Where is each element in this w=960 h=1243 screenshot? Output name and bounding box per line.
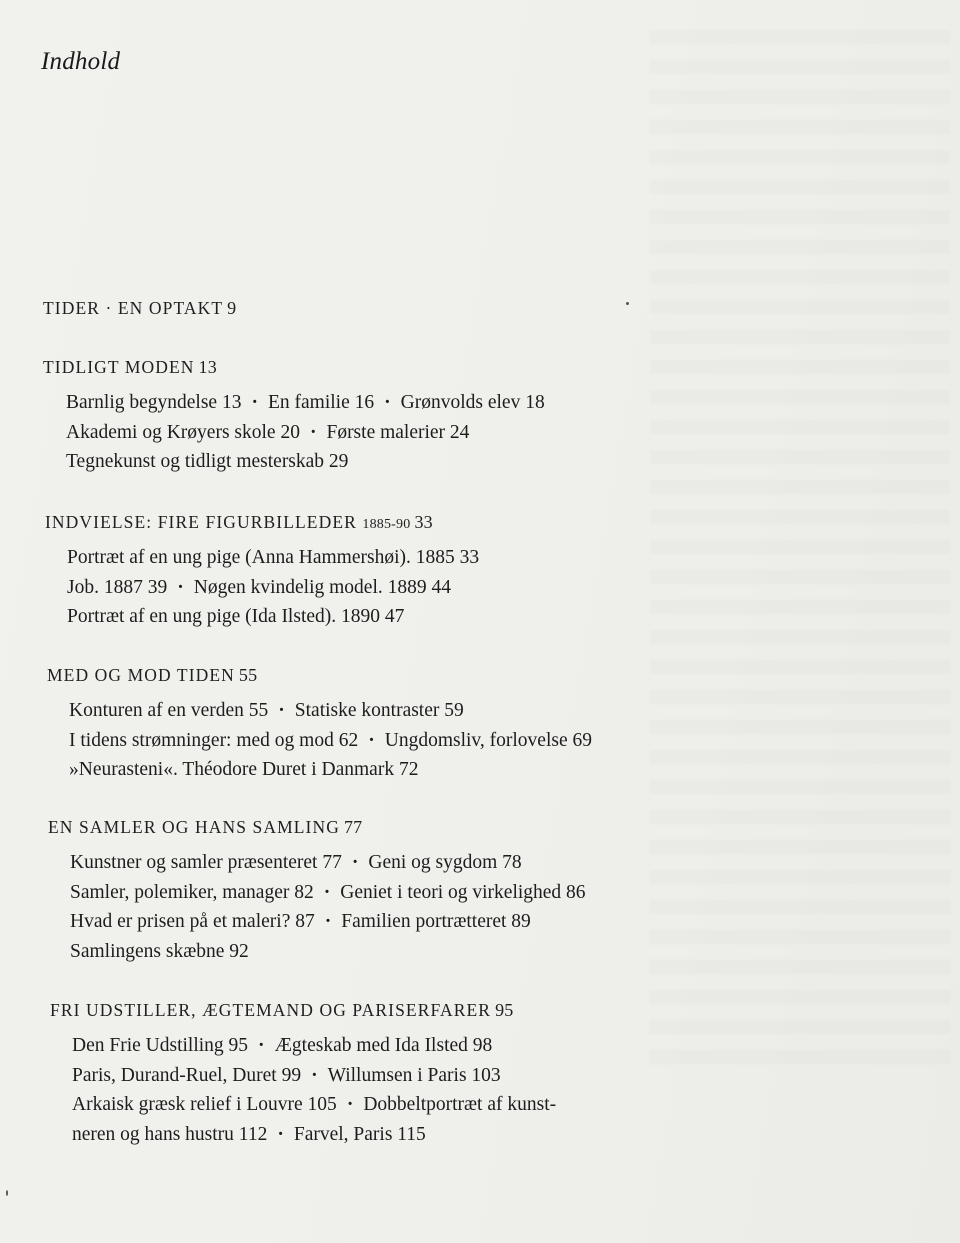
- entry-line: [69, 755, 947, 785]
- toc-section: [48, 817, 948, 966]
- section-entries: [66, 388, 943, 477]
- section-heading: [45, 512, 945, 533]
- toc-entry: Portræt af en ung pige (Anna Hammershøi). 1885 33: [67, 547, 480, 568]
- section-heading-text: MED OG MOD TIDEN: [47, 665, 235, 685]
- toc-section: [45, 512, 945, 632]
- toc-entry: En familie 16: [267, 392, 375, 413]
- toc-entry: neren og hans hustru 112: [72, 1123, 268, 1145]
- entry-line: [69, 726, 947, 756]
- entry-line: [69, 696, 947, 726]
- paper-speck: [626, 302, 629, 305]
- toc-entry: Samlingens skæbne 92: [70, 940, 249, 962]
- entry-line: [70, 937, 948, 967]
- section-entries: [70, 848, 948, 966]
- section-page-number: 33: [414, 512, 433, 532]
- entry-line: [67, 602, 945, 632]
- section-heading: [43, 298, 943, 319]
- toc-entry: Konturen af en verden 55: [69, 700, 269, 721]
- entry-line: [72, 1090, 950, 1120]
- middle-dot-separator: ·: [277, 1123, 284, 1145]
- entry-line: [72, 1031, 950, 1061]
- middle-dot-separator: ·: [251, 392, 258, 413]
- entry-line: [70, 907, 948, 937]
- toc-entry: Barnlig begyndelse 13: [66, 392, 242, 413]
- middle-dot-separator: ·: [177, 576, 184, 598]
- section-entries: [69, 696, 947, 785]
- toc-entry: Kunstner og samler præsenteret 77: [70, 852, 342, 873]
- entry-line: [72, 1120, 950, 1150]
- toc-entry: Grønvolds elev 18: [400, 392, 545, 413]
- section-page-number: 13: [198, 357, 217, 377]
- section-entries: [67, 543, 945, 632]
- entry-line: [70, 878, 948, 908]
- section-heading: [47, 665, 947, 686]
- section-heading-text: EN SAMLER OG HANS SAMLING: [48, 817, 340, 837]
- entry-line: [67, 573, 945, 603]
- section-heading: [50, 1000, 950, 1021]
- toc-section: [43, 357, 943, 477]
- entry-line: [72, 1061, 950, 1091]
- toc-entry: Arkaisk græsk relief i Louvre 105: [72, 1094, 337, 1115]
- section-page-number: 95: [495, 1000, 514, 1020]
- toc-section: [50, 1000, 950, 1149]
- entry-line: [70, 848, 948, 878]
- section-heading-text: FRI UDSTILLER, ÆGTEMAND OG PARISERFARER: [50, 1000, 492, 1020]
- toc-entry: Samler, polemiker, manager 82: [70, 881, 314, 903]
- toc-entry: Farvel, Paris 115: [293, 1123, 426, 1145]
- middle-dot-separator: ·: [323, 881, 331, 903]
- middle-dot-separator: ·: [351, 852, 359, 873]
- toc-entry: Ungdomsliv, forlovelse 69: [384, 729, 592, 751]
- middle-dot-separator: ·: [258, 1035, 265, 1056]
- middle-dot-separator: ·: [309, 421, 317, 443]
- toc-entry: Akademi og Krøyers skole 20: [66, 421, 300, 443]
- toc-entry: Portræt af en ung pige (Ida Ilsted). 1890 47: [67, 606, 405, 627]
- section-heading: [43, 357, 943, 378]
- toc-entry: Dobbeltportræt af kunst-: [363, 1094, 557, 1115]
- toc-entry: Ægteskab med Ida Ilsted 98: [274, 1035, 493, 1056]
- toc-entry: Willumsen i Paris 103: [327, 1064, 501, 1086]
- middle-dot-separator: ·: [311, 1064, 318, 1086]
- middle-dot-separator: ·: [346, 1094, 354, 1115]
- entry-line: [66, 388, 943, 418]
- middle-dot-separator: ·: [384, 392, 391, 413]
- toc-entry: Geniet i teori og virkelighed 86: [340, 881, 586, 903]
- toc-entry: Nøgen kvindelig model. 1889 44: [193, 576, 451, 598]
- toc-entry: Paris, Durand-Ruel, Duret 99: [72, 1064, 302, 1086]
- entry-line: [67, 543, 945, 573]
- entry-line: [66, 447, 943, 477]
- toc-entry: Familien portrætteret 89: [341, 911, 531, 932]
- page-title: Indhold: [41, 48, 121, 75]
- middle-dot-separator: ·: [324, 911, 332, 932]
- paper-speck: [6, 1190, 8, 1196]
- toc-entry: Første malerier 24: [326, 421, 470, 443]
- toc-entry: »Neurasteni«. Théodore Duret i Danmark 72: [69, 759, 419, 780]
- toc-entry: I tidens strømninger: med og mod 62: [69, 729, 359, 751]
- section-heading-text: INDVIELSE: FIRE FIGURBILLEDER: [45, 512, 357, 532]
- section-entries: [72, 1031, 950, 1149]
- toc-entry: Hvad er prisen på et maleri? 87: [70, 911, 315, 932]
- toc-entry: Job. 1887 39: [67, 576, 168, 598]
- section-heading-text: TIDER · EN OPTAKT: [43, 298, 224, 318]
- middle-dot-separator: ·: [278, 700, 285, 721]
- toc-section: [47, 665, 947, 785]
- toc-entry: Geni og sygdom 78: [368, 852, 522, 873]
- section-years: 1885-90: [362, 517, 411, 532]
- section-page-number: 55: [238, 665, 258, 685]
- entry-line: [66, 418, 943, 448]
- section-page-number: 77: [343, 817, 363, 837]
- toc-entry: Statiske kontraster 59: [294, 700, 464, 721]
- toc-section: [43, 298, 943, 319]
- middle-dot-separator: ·: [368, 729, 375, 751]
- section-heading: [48, 817, 948, 838]
- toc-entry: Tegnekunst og tidligt mesterskab 29: [66, 451, 349, 472]
- toc-entry: Den Frie Udstilling 95: [72, 1035, 249, 1056]
- section-page-number: 9: [227, 298, 237, 318]
- section-heading-text: TIDLIGT MODEN: [43, 357, 195, 377]
